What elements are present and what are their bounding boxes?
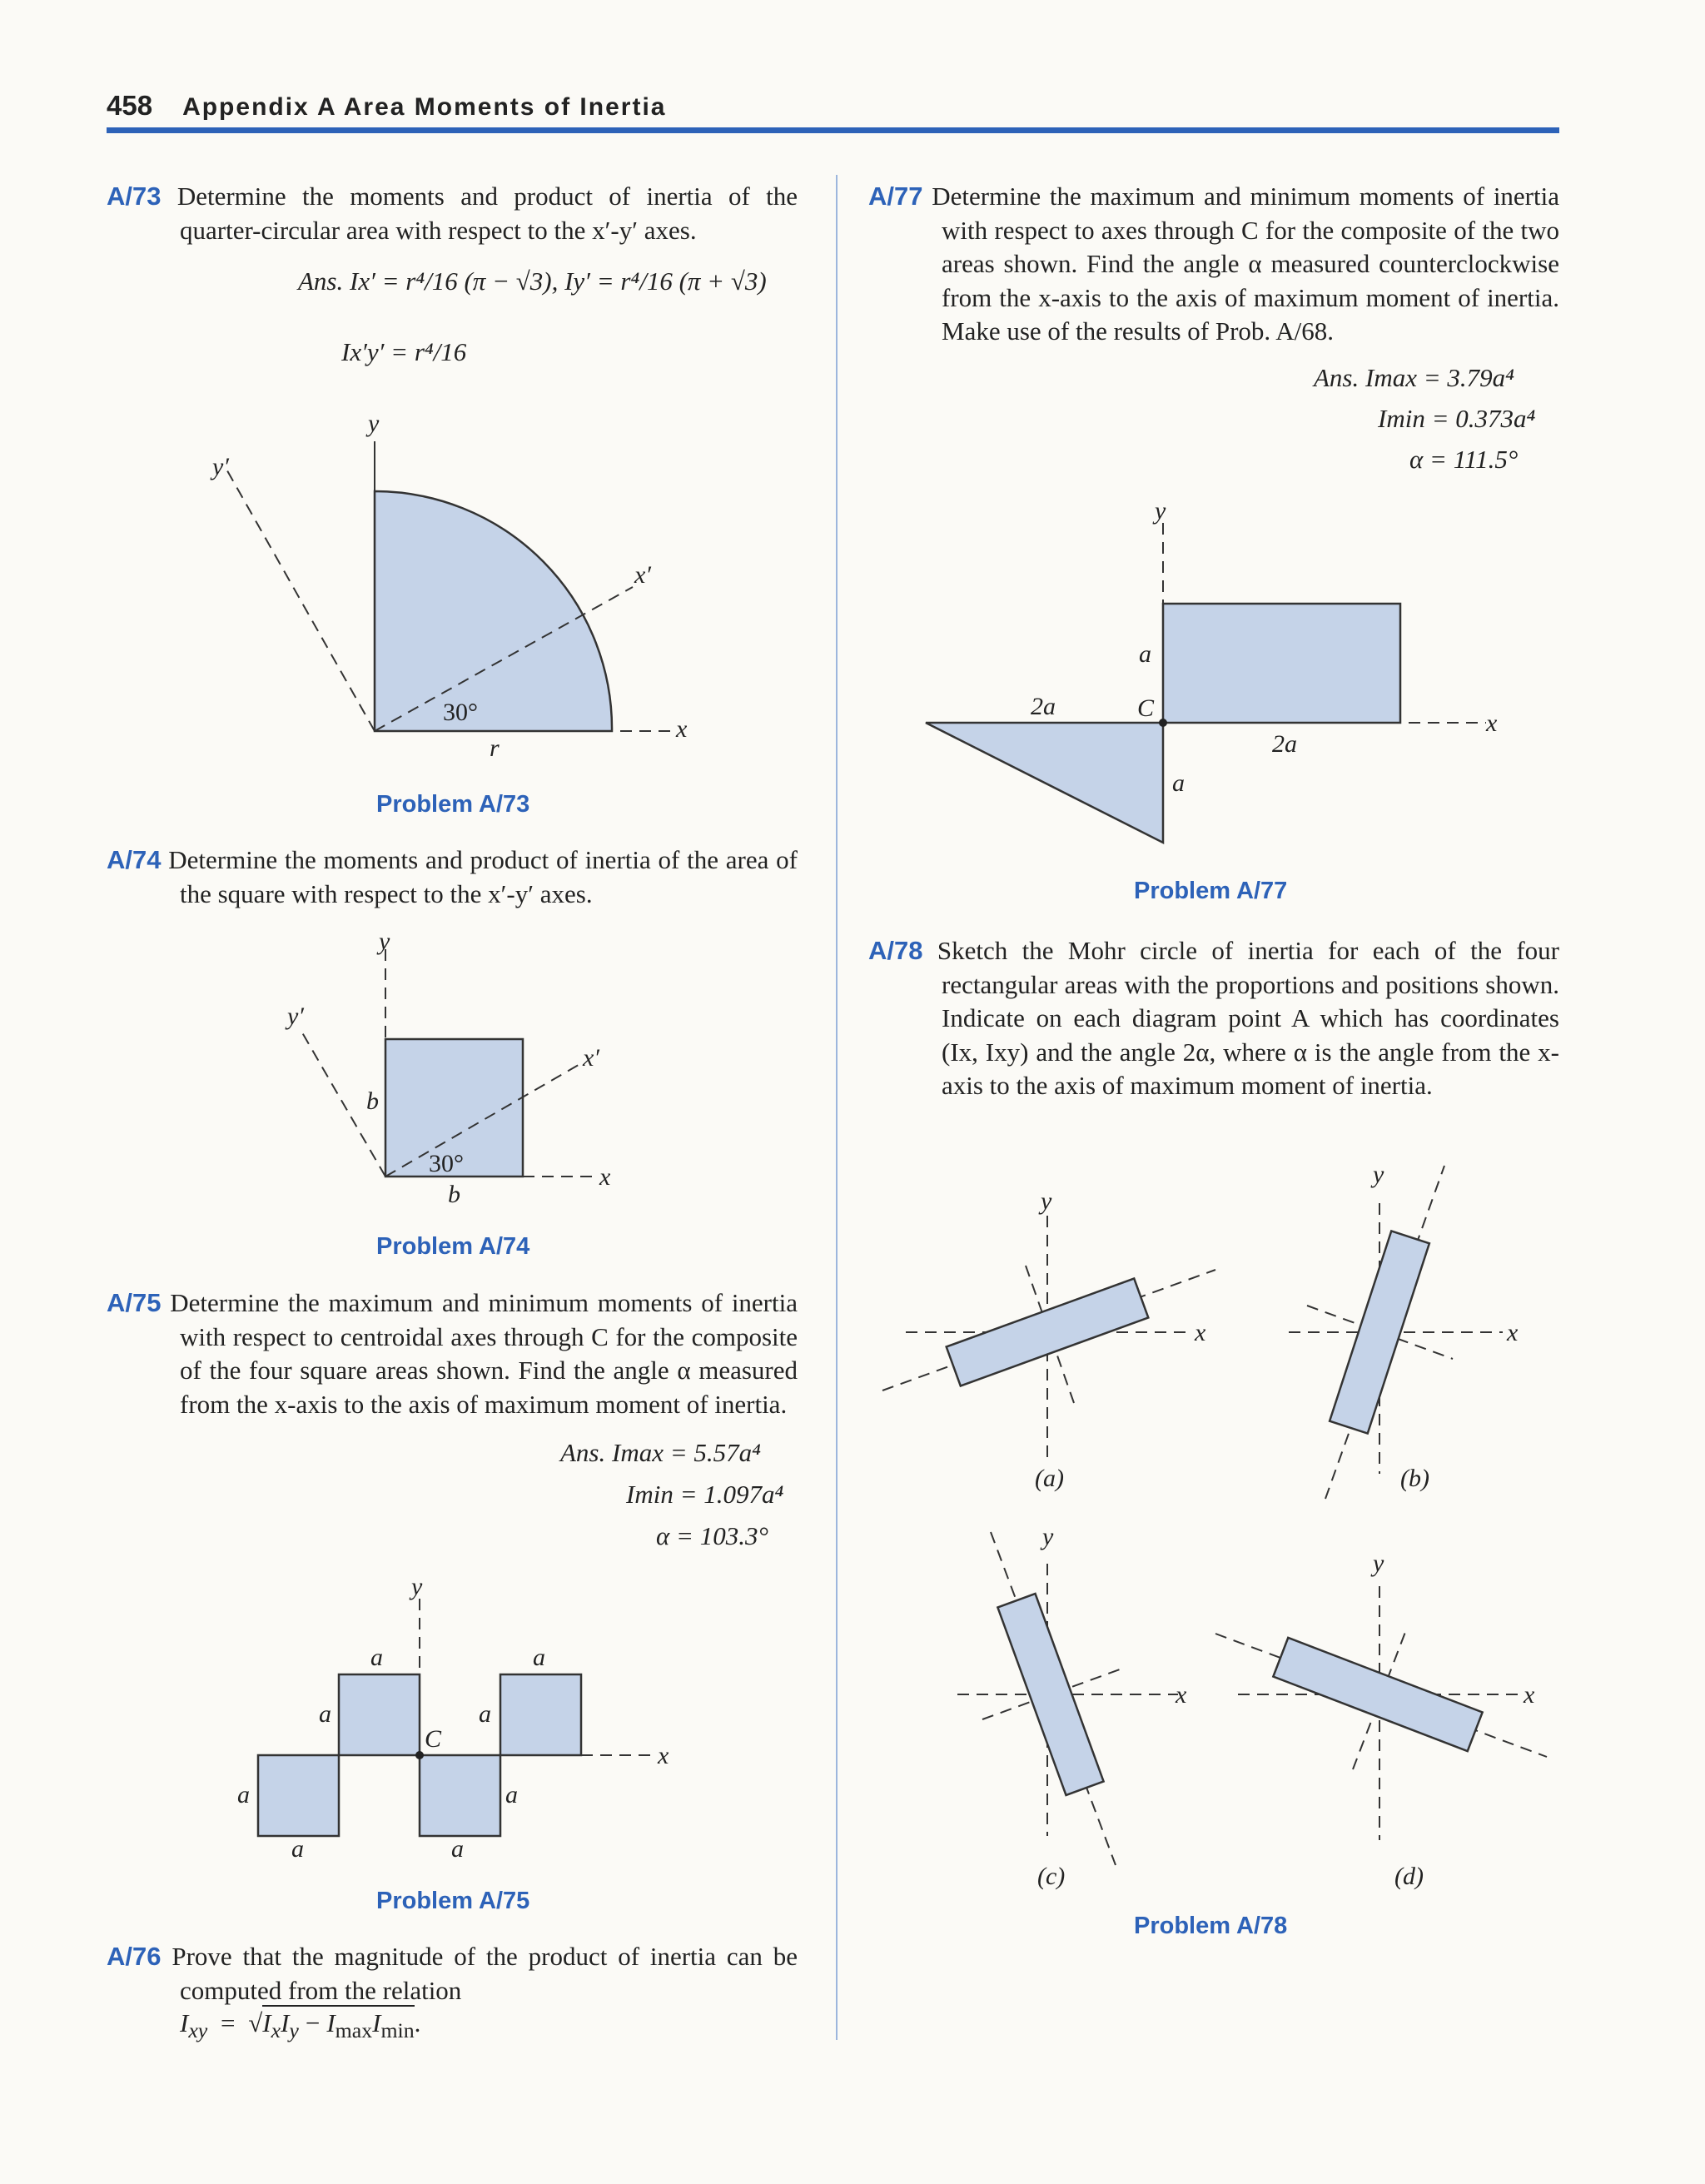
- answer-a73-line1: Ans. Ix′ = r⁴/16 (π − √3), Iy′ = r⁴/16 (π + √3): [298, 266, 767, 296]
- label-c: C: [425, 1725, 442, 1753]
- problem-id: A/76: [107, 1942, 162, 1971]
- label-y: y: [368, 410, 380, 437]
- answer-a75-line2: Imin = 1.097a⁴: [626, 1480, 784, 1509]
- label-y: y: [1041, 1187, 1052, 1215]
- diagram-c: [957, 1523, 1187, 1890]
- label-x: x: [1195, 1319, 1206, 1346]
- label-angle: 30°: [443, 699, 478, 726]
- label-r: r: [490, 734, 500, 762]
- problem-id: A/74: [107, 845, 162, 874]
- label-x: x: [676, 715, 688, 743]
- label-y: y: [1155, 497, 1166, 525]
- running-title: Appendix A Area Moments of Inertia: [182, 93, 667, 121]
- label-a: a: [237, 1781, 250, 1808]
- problem-text: Sketch the Mohr circle of inertia for each of the four rectangular areas with the proportions and positions shown. Indicate on each diagram point A which has coordinates (Ix, Ixy) and the angle 2α, where α is the angle from the x-axis to the axis of maximum moment of inertia.: [937, 936, 1559, 1100]
- label-x: x: [1486, 709, 1498, 737]
- problem-text: Prove that the magnitude of the product of inertia can be computed from the relation: [171, 1942, 798, 2005]
- label-a: (a): [1035, 1465, 1064, 1492]
- answer-a75-line1: Ans. Imax = 5.57a⁴: [560, 1438, 761, 1467]
- label-angle: 30°: [429, 1150, 464, 1177]
- label-c: C: [1137, 694, 1155, 722]
- label-x: x: [658, 1742, 669, 1769]
- label-y-prime: y′: [212, 453, 229, 480]
- label-x: x: [1176, 1681, 1187, 1709]
- problem-id: A/77: [868, 182, 923, 211]
- label-d: (d): [1394, 1863, 1424, 1890]
- diagram-d: [1215, 1550, 1547, 1890]
- answer-a77-line2: Imin = 0.373a⁴: [1378, 404, 1536, 433]
- answer-a73-line2: Ix′y′ = r⁴/16: [341, 337, 467, 366]
- label-y: y: [1373, 1550, 1384, 1577]
- problem-text: Determine the maximum and minimum moments of inertia with respect to centroidal axes through C for the composite of the four square areas shown. Find the angle α measured from the x-axis to the axis of maximum moment of inertia.: [170, 1288, 798, 1419]
- label-a: a: [291, 1835, 304, 1863]
- label-a: a: [479, 1700, 491, 1728]
- caption-a74: Problem A/74: [376, 1233, 530, 1260]
- label-b: (b): [1400, 1465, 1429, 1492]
- problem-text: Determine the maximum and minimum moments of inertia with respect to axes through C for the composite of the two areas shown. Find the angle α measured counterclockwise from the x-axis to the axis of maximum moment of inertia. Make use of the results of Prob. A/68.: [932, 182, 1559, 346]
- formula-a76: $I_{xy} = √I_xI_y - I_{max}I_{min}$.: [180, 2008, 420, 2043]
- label-b-bottom: b: [448, 1181, 460, 1208]
- answer-a75-line3: α = 103.3°: [656, 1521, 768, 1550]
- label-y: y: [1373, 1161, 1384, 1188]
- label-x: x: [1524, 1681, 1535, 1709]
- caption-a78: Problem A/78: [1134, 1913, 1288, 1939]
- caption-a77: Problem A/77: [1134, 878, 1288, 904]
- answer-a77-line3: α = 111.5°: [1409, 445, 1519, 474]
- caption-a75: Problem A/75: [376, 1888, 530, 1914]
- answer-a77-line1: Ans. Imax = 3.79a⁴: [1314, 363, 1514, 392]
- label-x-prime: x′: [583, 1044, 599, 1072]
- problem-id: A/73: [107, 182, 162, 211]
- label-y: y: [411, 1573, 423, 1600]
- problem-text: Determine the moments and product of inertia of the area of the square with respect to the x′-y′ axes.: [168, 845, 798, 908]
- label-y-prime: y′: [287, 1002, 304, 1030]
- label-a: a: [505, 1781, 518, 1808]
- problem-id: A/78: [868, 936, 923, 965]
- label-a-right: a: [1139, 640, 1151, 668]
- label-y: y: [379, 928, 390, 955]
- label-c: (c): [1037, 1863, 1066, 1890]
- page-number: 458: [107, 90, 153, 121]
- label-x-prime: x′: [634, 561, 651, 589]
- label-2a-left: 2a: [1031, 693, 1056, 720]
- caption-a73: Problem A/73: [376, 791, 530, 818]
- label-a: a: [533, 1644, 545, 1671]
- problem-id: A/75: [107, 1288, 162, 1317]
- label-a-lower: a: [1172, 769, 1185, 797]
- label-a: a: [451, 1835, 464, 1863]
- label-2a-right: 2a: [1272, 730, 1297, 758]
- problem-text: Determine the moments and product of inertia of the quarter-circular area with respect to the x′-y′ axes.: [176, 182, 798, 245]
- label-a: a: [370, 1644, 383, 1671]
- label-b-left: b: [366, 1087, 379, 1115]
- diagram-b: [1289, 1161, 1519, 1499]
- diagram-a: [882, 1187, 1215, 1492]
- rectangle-c: [997, 1594, 1103, 1795]
- label-a: a: [319, 1700, 331, 1728]
- label-y: y: [1042, 1523, 1054, 1550]
- label-x: x: [1507, 1319, 1519, 1346]
- label-x: x: [599, 1163, 611, 1191]
